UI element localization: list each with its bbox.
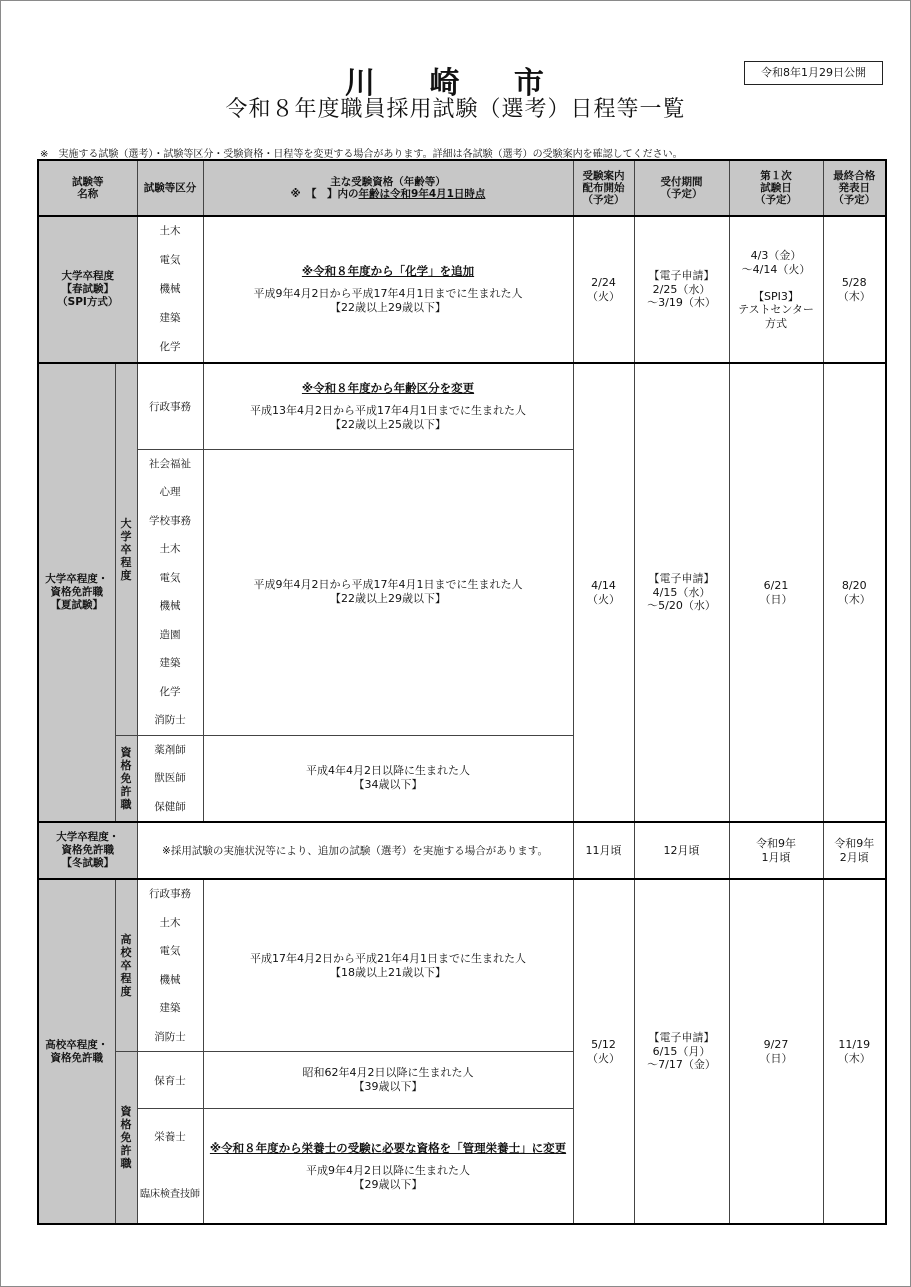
list-item: 機械 <box>159 600 181 612</box>
spring-exam-row <box>38 216 886 363</box>
list-item: 土木 <box>159 916 181 929</box>
summer-admin-highlight: ※令和８年度から年齢区分を変更 <box>301 380 475 395</box>
highschool-sub-license: 資 格 免 許 職 <box>115 1052 137 1225</box>
header-guide: 受験案内 配布開始 （予定） <box>573 160 634 216</box>
header-qualification: 主な受験資格（年齢等） ※ 【 】内の年齢は令和9年4月1日時点 <box>203 160 573 216</box>
list-item: 保健師 <box>154 800 186 813</box>
nursery-category: 保育士 <box>137 1052 203 1109</box>
list-item: 消防士 <box>154 1030 186 1043</box>
list-item: 造園 <box>159 628 181 641</box>
notice-text: ※ 実施する試験（選考）・試験等区分・受験資格・日程等を変更する場合があります。詳細は各試験（選考）の受験案内を確認してください。 <box>40 149 683 160</box>
header-final-result: 最終合格 発表日 （予定） <box>823 160 886 216</box>
summer-final-date: 8/20 （木） <box>823 363 886 822</box>
nutrition-qualification: ※令和８年度から栄養士の受験に必要な資格を「管理栄養士」に変更 平成9年4月2日以降に生まれた人 【29歳以下】 <box>203 1109 573 1225</box>
winter-final-date: 令和9年 2月頃 <box>823 822 886 879</box>
summer-univ-qualification: 平成9年4月2日から平成17年4月1日までに生まれた人 【22歳以上29歳以下】 <box>203 449 573 735</box>
list-item: 建築 <box>159 657 181 669</box>
summer-license-categories <box>137 735 203 822</box>
list-item: 獣医師 <box>154 772 186 784</box>
page-title: 令和８年度職員採用試験（選考）日程等一覧 <box>225 97 686 122</box>
list-item: 栄養士 <box>154 1131 186 1143</box>
winter-guide-date: 11月頃 <box>573 822 634 879</box>
spring-qualification: ※令和８年度から「化学」を追加 平成9年4月2日から平成17年4月1日までに生まれた人 【22歳以上29歳以下】 <box>203 216 573 363</box>
header-category: 試験等区分 <box>137 160 203 216</box>
nutrition-highlight: ※令和８年度から栄養士の受験に必要な資格を「管理栄養士」に変更 <box>209 1140 567 1155</box>
spring-first-exam-date: 4/3（金） ～4/14（火） 【SPI3】 テストセンター 方式 <box>729 216 823 363</box>
summer-exam-name: 大学卒程度・ 資格免許職 【夏試験】 <box>38 363 115 822</box>
list-item: 電気 <box>159 945 181 957</box>
summer-admin-row <box>38 363 886 449</box>
list-item: 機械 <box>159 283 181 295</box>
spring-highlight: ※令和８年度から「化学」を追加 <box>301 264 475 278</box>
list-item: 社会福祉 <box>149 457 191 470</box>
spring-categories <box>137 216 203 363</box>
published-date-box: 令和8年1月29日公開 <box>744 61 883 85</box>
summer-sub-university: 大 学 卒 程 度 <box>115 363 137 735</box>
winter-exam-row <box>38 822 886 879</box>
highschool-exam-name: 高校卒程度・ 資格免許職 <box>38 879 115 1224</box>
summer-univ-categories <box>137 449 203 735</box>
winter-first-exam-date: 令和9年 1月頃 <box>729 822 823 879</box>
list-item: 建築 <box>159 312 181 324</box>
table-header-row <box>38 160 886 216</box>
highschool-guide-date: 5/12 （火） <box>573 879 634 1224</box>
highschool-qualification: 平成17年4月2日から平成21年4月1日までに生まれた人 【18歳以上21歳以下】 <box>203 879 573 1052</box>
summer-reception-period: 【電子申請】 4/15（水） ～5/20（水） <box>634 363 729 822</box>
list-item: 化学 <box>159 685 181 698</box>
summer-admin-qualification: ※令和８年度から年齢区分を変更 平成13年4月2日から平成17年4月1日までに生まれた人 【22歳以上25歳以下】 <box>203 363 573 449</box>
list-item: 電気 <box>159 571 181 584</box>
header-first-exam: 第１次 試験日 （予定） <box>729 160 823 216</box>
city-name: 川 崎 市 <box>345 66 566 101</box>
spring-final-date: 5/28 （木） <box>823 216 886 363</box>
spring-reception-period: 【電子申請】 2/25（水） ～3/19（木） <box>634 216 729 363</box>
summer-first-exam-date: 6/21 （日） <box>729 363 823 822</box>
highschool-categories <box>137 879 203 1052</box>
summer-admin-category: 行政事務 <box>137 363 203 449</box>
list-item: 土木 <box>159 225 181 237</box>
winter-exam-name: 大学卒程度・ 資格免許職 【冬試験】 <box>38 822 137 879</box>
nutrition-categories <box>137 1109 203 1225</box>
list-item: 心理 <box>159 486 181 498</box>
list-item: 臨床検査技師 <box>140 1189 200 1200</box>
summer-license-qualification: 平成4年4月2日以降に生まれた人 【34歳以下】 <box>203 735 573 822</box>
highschool-reception-period: 【電子申請】 6/15（月） ～7/17（金） <box>634 879 729 1224</box>
list-item: 学校事務 <box>149 514 191 527</box>
winter-note: ※採用試験の実施状況等により、追加の試験（選考）を実施する場合があります。 <box>137 822 573 879</box>
summer-sub-license: 資 格 免 許 職 <box>115 735 137 822</box>
list-item: 行政事務 <box>149 888 191 900</box>
highschool-final-date: 11/19 （木） <box>823 879 886 1224</box>
list-item: 機械 <box>159 973 181 986</box>
winter-reception-period: 12月頃 <box>634 822 729 879</box>
list-item: 電気 <box>159 254 181 266</box>
highschool-sub-hs: 高 校 卒 程 度 <box>115 879 137 1052</box>
header-name: 試験等 名称 <box>38 160 137 216</box>
nursery-qualification: 昭和62年4月2日以降に生まれた人 【39歳以下】 <box>203 1052 573 1109</box>
summer-guide-date: 4/14 （火） <box>573 363 634 822</box>
spring-exam-name: 大学卒程度 【春試験】 （SPI方式） <box>38 216 137 363</box>
list-item: 化学 <box>159 341 181 353</box>
schedule-table <box>37 159 887 1225</box>
header-reception: 受付期間 （予定） <box>634 160 729 216</box>
highschool-row <box>38 879 886 1052</box>
list-item: 建築 <box>159 1002 181 1014</box>
spring-guide-date: 2/24 （火） <box>573 216 634 363</box>
list-item: 土木 <box>159 543 181 555</box>
list-item: 消防士 <box>154 714 186 726</box>
list-item: 薬剤師 <box>154 743 186 756</box>
highschool-first-exam-date: 9/27 （日） <box>729 879 823 1224</box>
